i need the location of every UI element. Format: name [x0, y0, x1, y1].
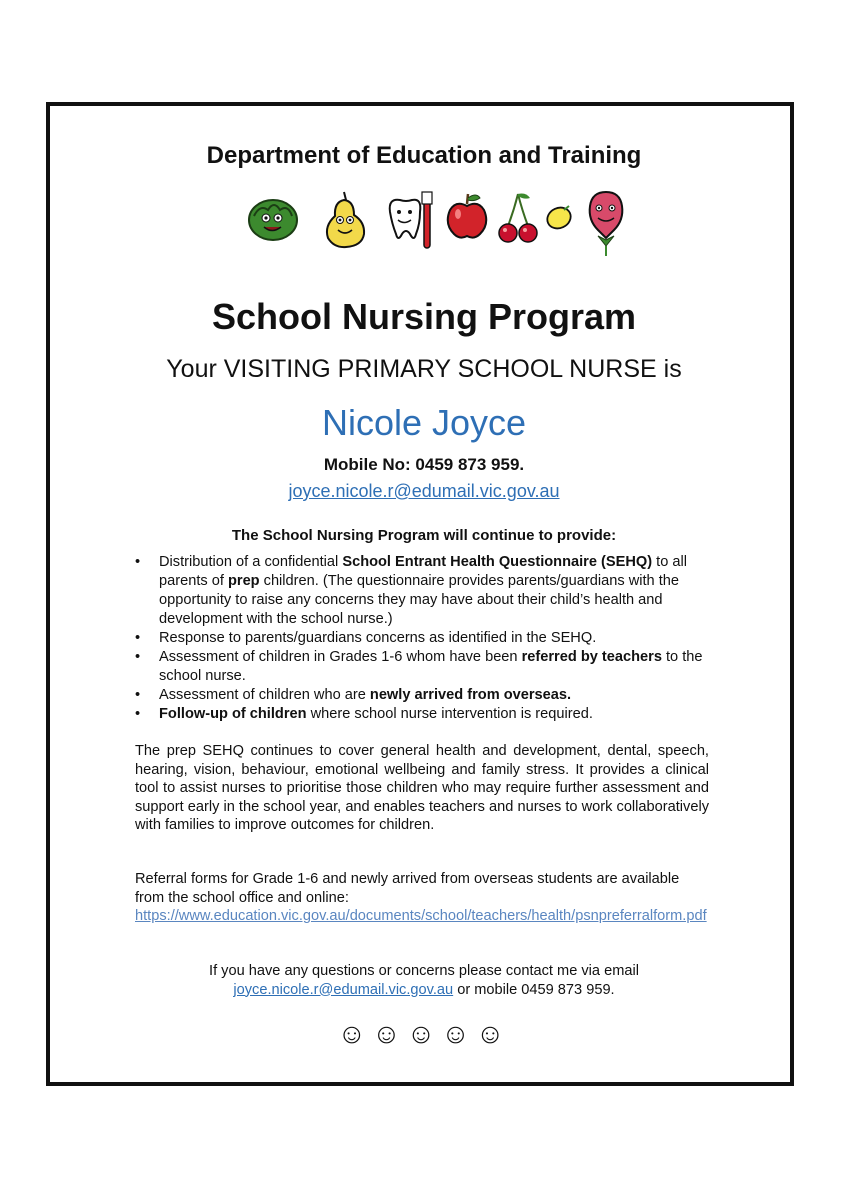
list-item: • Assessment of children who are newly arrived from overseas.: [132, 686, 714, 705]
mobile-number: Mobile No: 0459 873 959.: [323, 455, 525, 474]
smiley-faces: ☺☺☺☺☺: [337, 1018, 511, 1049]
program-title: School Nursing Program: [211, 296, 637, 337]
cherries-icon: [498, 190, 538, 246]
fruit-illustration-row: [240, 186, 640, 260]
pear-icon: [320, 188, 368, 250]
nurse-email-link[interactable]: joyce.nicole.r@edumail.vic.gov.au: [288, 481, 560, 501]
contact-tail: or mobile 0459 873 959.: [453, 981, 615, 998]
nurse-name: Nicole Joyce: [321, 402, 527, 443]
list-item: • Follow-up of children where school nurse intervention is required.: [132, 705, 714, 724]
lettuce-icon: [246, 194, 300, 244]
department-heading: Department of Education and Training: [206, 142, 642, 169]
lemon-icon: [544, 204, 574, 232]
contact-email-link[interactable]: joyce.nicole.r@edumail.vic.gov.au: [233, 981, 454, 998]
strawberry-icon: [584, 188, 628, 258]
sehq-paragraph: The prep SEHQ continues to cover general health and development, dental, speech, hearing, vision, behaviour, emotional wellbeing and family stress. It provides a clinical tool to assist nurses to prioritise those children who may require further assessment and support early in the school year, and enables teachers and nurses to work collaboratively with families to improve outcomes for children.: [135, 743, 709, 833]
referral-form-link[interactable]: https://www.education.vic.gov.au/documents/school/teachers/health/psnpreferralform.pdf: [135, 908, 707, 924]
provide-list: [132, 553, 714, 724]
list-item: • Response to parents/guardians concerns as identified in the SEHQ.: [132, 629, 714, 648]
nurse-subtitle: Your VISITING PRIMARY SCHOOL NURSE is: [166, 355, 682, 383]
contact-text: If you have any questions or concerns please contact me via email: [209, 963, 639, 979]
referral-text: Referral forms for Grade 1-6 and newly arrived from overseas students are available from the school office and online:: [135, 871, 680, 906]
nurse-email: [0, 481, 848, 502]
referral-paragraph: [135, 870, 709, 926]
list-item: • Assessment of children in Grades 1-6 whom have been referred by teachers to the school nurse.: [132, 648, 714, 686]
tooth-toothbrush-icon: [382, 190, 438, 252]
contact-paragraph: [0, 962, 848, 999]
provide-heading: The School Nursing Program will continue to provide:: [231, 527, 617, 544]
apple-icon: [444, 192, 490, 242]
list-item: • Distribution of a confidential School Entrant Health Questionnaire (SEHQ) to all parents of prep children. (The questionnaire provides parents/guardians with the opportunity to raise any concerns they may have about their child’s health and development with the school nurse.): [132, 553, 714, 629]
